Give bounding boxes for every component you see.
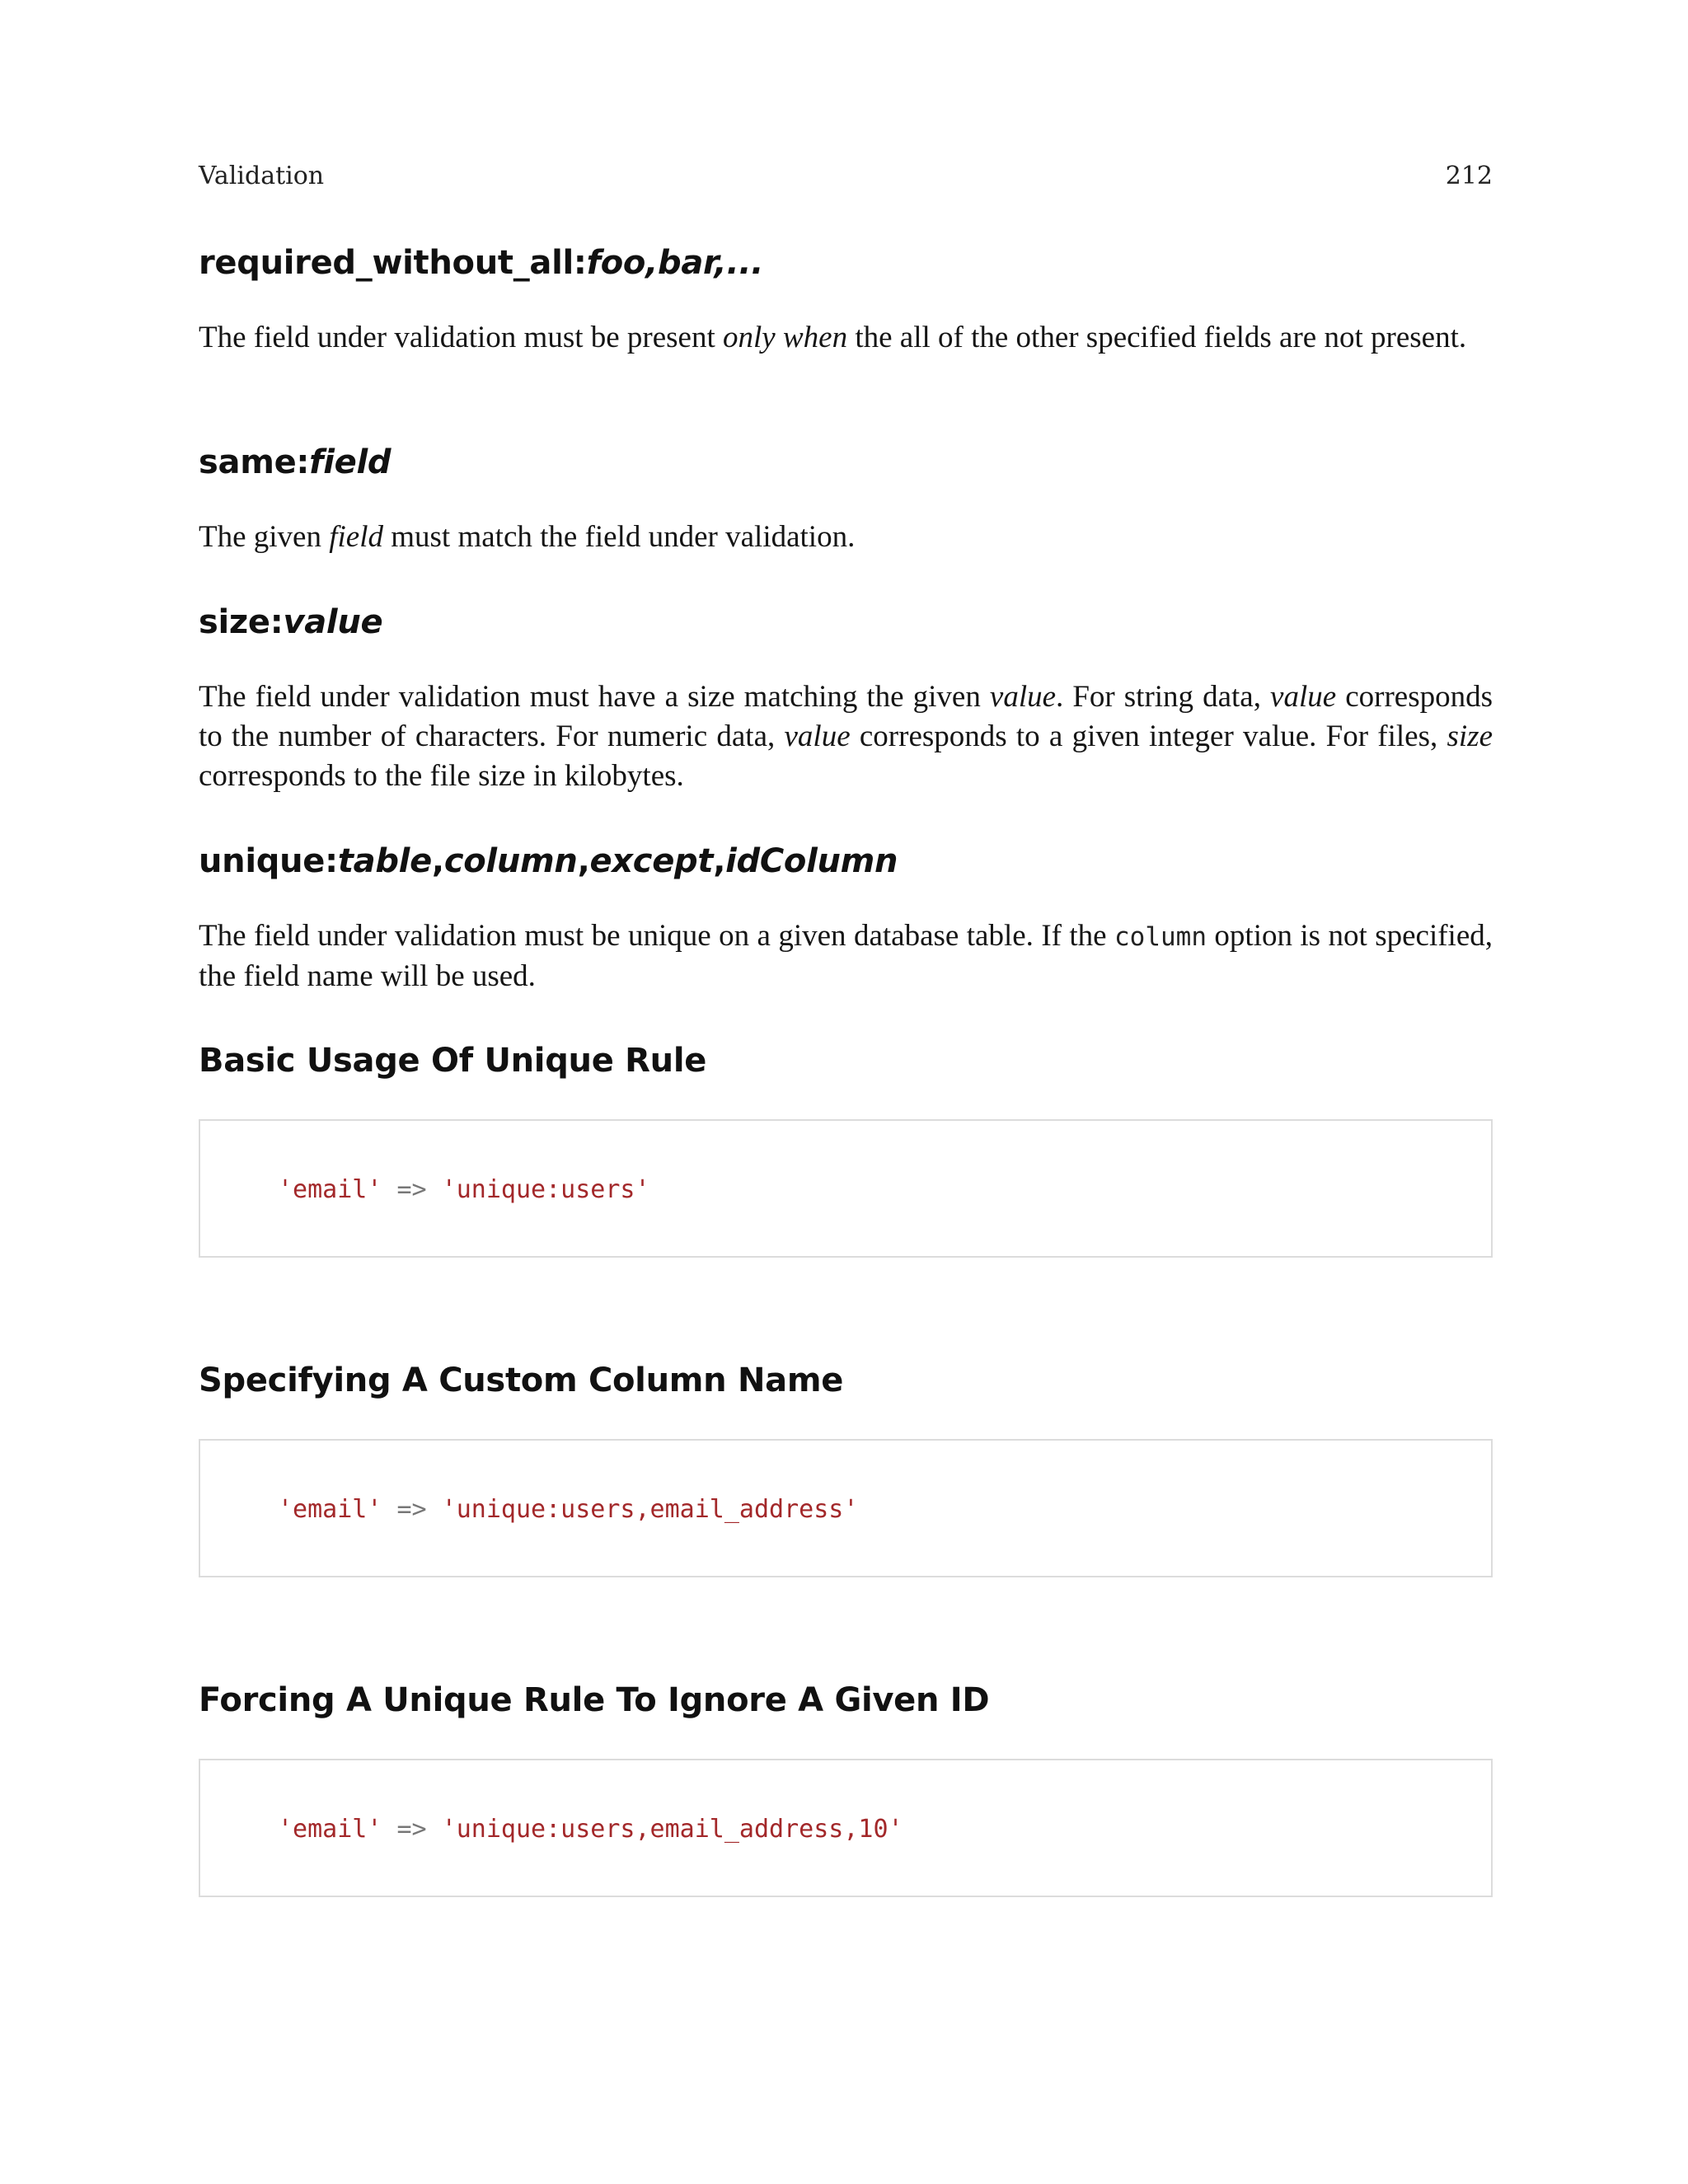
code-block-custom-column xyxy=(199,1439,1493,1577)
rule-args: foo,bar,... xyxy=(586,244,764,282)
rule-description-required-without-all: The field under validation must be present only when the all of the other specified fields are not present. xyxy=(199,321,1467,354)
rule-heading-unique: unique:table,column,except,idColumn xyxy=(199,842,898,880)
rule-description-size: The field under validation must have a size matching the given value. For string data, value corresponds to the number of characters. For numeric data, value corresponds to a given integer value. For files, size corresponds to the file size in kilobytes. xyxy=(199,680,1493,793)
example-heading-basic-usage: Basic Usage Of Unique Rule xyxy=(199,1042,707,1080)
chapter-title: Validation xyxy=(199,162,325,190)
rule-name: same: xyxy=(199,443,310,481)
example-heading-ignore-id: Forcing A Unique Rule To Ignore A Given ID xyxy=(199,1681,990,1719)
page-number: 212 xyxy=(1445,162,1493,190)
rule-heading-size xyxy=(199,603,382,641)
rule-name: size: xyxy=(199,603,284,641)
example-heading-custom-column: Specifying A Custom Column Name xyxy=(199,1361,844,1399)
rule-description-same: The given field must match the field under validation. xyxy=(199,520,856,554)
rule-name: unique: xyxy=(199,842,338,880)
code-block-basic-usage xyxy=(199,1119,1493,1258)
running-header xyxy=(199,162,1493,194)
rule-args: field xyxy=(309,443,392,481)
rule-heading-required-without-all xyxy=(199,244,763,282)
code-line: 'email' => 'unique:users' xyxy=(278,1175,650,1204)
rule-args: value xyxy=(283,603,383,641)
rule-name: required_without_all: xyxy=(199,244,587,282)
rule-description-unique: The field under validation must be unique on a given database table. If the column option is not specified, the field name will be used. xyxy=(199,919,1493,993)
rule-heading-same xyxy=(199,443,391,481)
code-line: 'email' => 'unique:users,email_address' xyxy=(278,1495,859,1524)
code-line: 'email' => 'unique:users,email_address,10' xyxy=(278,1815,903,1844)
inline-code: column xyxy=(1114,922,1207,952)
code-block-ignore-id xyxy=(199,1759,1493,1897)
